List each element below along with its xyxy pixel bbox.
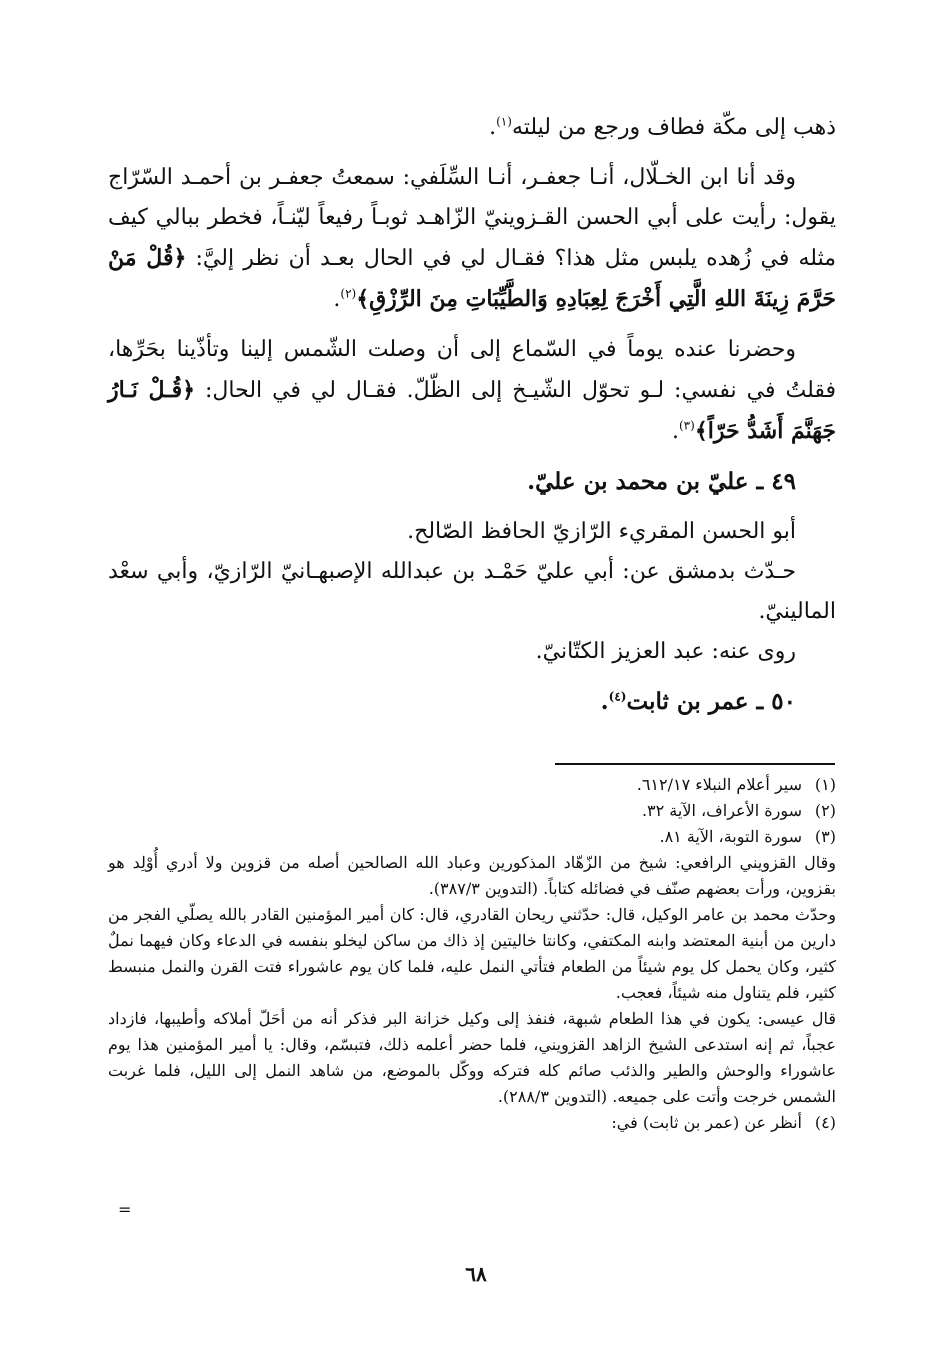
footnote-ref-2[interactable]: (٢): [340, 286, 357, 301]
footnote-3-para-3: قال عيسى: يكون في هذا الطعام شبهة، فنفذ إلى وكيل خزانة البر فذكر أنه من أحَلّ أملاكه وأطيبها، فازداد عجباً، ثم إنه استدعى الشيخ الزاهد القزويني، فلما حضر أعلمه ذلك، فتبسّم، وقال: يا أمير المؤمنين هذا يوم عاشوراء والوحش والطير والذئب صائم كله فتركه ووكّل بالموضع، من شاهد النمل إلى الليل، فلما غربت الشمس خرجت وأتت على جميعه. (التدوين ٢٨٨/٣).: [108, 1009, 837, 1106]
footnote-ref-4[interactable]: (٤): [608, 689, 627, 704]
footnote-3: [108, 824, 836, 850]
entry-49-narrators: روى عنه: عبد العزيز الكتّانيّ.: [535, 639, 796, 664]
footnote-number: (١): [814, 775, 836, 794]
paragraph-2-text: وقد أنا ابن الخـلّال، أنـا جعفـر، أنـا السِّلَفي: سمعتُ جعفـر بن أحمـد السّرّاج يقول: رأيت على أبي الحسن القـزوينيّ الزّاهـد ثوبـاً رفيعاً ليّنـاً، فخطر ببالي كيف مثله في زُهده يلبس مثل هذا؟ فقـال لي في الحال بعـد أن نظر إليَّ:: [108, 165, 837, 271]
footnote-ref-3[interactable]: (٣): [678, 418, 695, 433]
footnote-2: [108, 798, 836, 824]
footnote-text: سير أعلام النبلاء ٦١٢/١٧.: [636, 775, 802, 794]
paragraph-1-text: ذهب إلى مكّة فطاف ورجع من ليلته: [511, 115, 836, 140]
entry-49-title: ٤٩ ـ عليّ بن محمد بن عليّ.: [527, 468, 796, 495]
paragraph-3-text: وحضرنا عنده يوماً في السّماع إلى أن وصلت الشّمس إلينا وتأذّينا بحَرِّها، فقلتُ في نفسي: لـو تحوّل الشّيـخ إلى الظّلّ. فقـال لي في الحال:: [108, 337, 836, 403]
paragraph-2: وقد أنا ابن الخـلّال، أنـا جعفـر، أنـا السِّلَفي: سمعتُ جعفـر بن أحمـد السّرّاج يقول: رأيت على أبي الحسن القـزوينيّ الزّاهـد ثوبـاً رفيعاً ليّنـاً، فخطر ببالي كيف مثله في زُهده يلبس مثل هذا؟ فقـال لي في الحال بعـد أن نظر إليَّ: ﴿قُلْ مَنْ حَرَّمَ زِينَةَ اللهِ الَّتِي أَخْرَجَ لِعِبَادِهِ وَالطَّيِّبَاتِ مِنَ الرِّزْقِ﴾$^{(٢)}$.: [108, 165, 837, 312]
footnote-4: [108, 1110, 836, 1136]
entry-50-title-text: ٥٠ ـ عمر بن ثابت: [626, 688, 796, 715]
main-text: [108, 108, 836, 732]
entry-49-kunya: أبو الحسن المقريء الرّازيّ الحافظ الصّالح.: [407, 519, 796, 544]
entry-50-title: ٥٠ ـ عمر بن ثابت$^{(٤)}$.: [600, 688, 796, 715]
continuation-mark: =: [118, 1200, 132, 1219]
footnotes: [108, 772, 836, 1136]
quran-verse-2: ﴿قُـلْ نَـارُ جَهَنَّمَ أَشَدُّ حَرّاً﴾: [108, 377, 836, 444]
footnote-number: (٤): [814, 1113, 836, 1132]
footnote-1: [108, 772, 836, 798]
footnote-text: سورة التوبة، الآية ٨١.: [659, 827, 802, 846]
footnote-number: (٣): [814, 827, 836, 846]
footnote-text: أنظر عن (عمر بن ثابت) في:: [611, 1113, 802, 1132]
paragraph-3: وحضرنا عنده يوماً في السّماع إلى أن وصلت الشّمس إلينا وتأذّينا بحَرِّها، فقلتُ في نفسي: لـو تحوّل الشّيـخ إلى الظّلّ. فقـال لي في الحال: ﴿قُـلْ نَـارُ جَهَنَّمَ أَشَدُّ حَرّاً﴾$^{(٣)}$.: [108, 337, 836, 444]
footnote-3-para-1: وقال القزويني الرافعي: شيخ من الزّهّاد المذكورين وعباد الله الصالحين أصله من قزوين ولا أدري أُوْلِد هو بقزوين، ورأت بعضهم صنّف في فضائله كتاباً. (التدوين ٣٨٧/٣).: [108, 853, 836, 898]
paragraph-1: ذهب إلى مكّة فطاف ورجع من ليلته$^{(١)}$.: [489, 114, 836, 140]
page-number: ٦٨: [465, 1262, 487, 1286]
footnote-ref-1[interactable]: (١): [496, 114, 512, 129]
footnote-number: (٢): [814, 801, 836, 820]
footnote-separator: [555, 763, 835, 765]
footnote-3-para-2: وحدّث محمد بن عامر الوكيل، قال: حدّثني ريحان القادري، قال: كان أمير المؤمنين القادر بالله يصلّي الفجر من دارين من أبنية المعتضد وابنه المكتفي، وكانتا خاليتين إذ ذاك من ساكن ليخلو بنفسه في الدعاء وكان فيهما نملٌ كثير، وكان يحمل كل يوم شيئاً من الطعام فتأتي النمل عليه، فلما كان يوم عاشوراء فتت القرن والنمل منبسط كثير، فلم يتناول منه شيئاً، فعجب.: [108, 905, 837, 1002]
quran-verse-1: ﴿قُلْ مَنْ حَرَّمَ زِينَةَ اللهِ الَّتِي أَخْرَجَ لِعِبَادِهِ وَالطَّيِّبَاتِ مِنَ الرِّزْقِ﴾: [108, 245, 836, 312]
footnote-text: سورة الأعراف، الآية ٣٢.: [641, 801, 802, 820]
entry-49-narrated: حـدّث بدمشق عن: أبي عليّ حَمْـد بن عبدالله الإصبهـانيّ الرّازيّ، وأبي سعْد المالينيّ.: [108, 559, 836, 624]
